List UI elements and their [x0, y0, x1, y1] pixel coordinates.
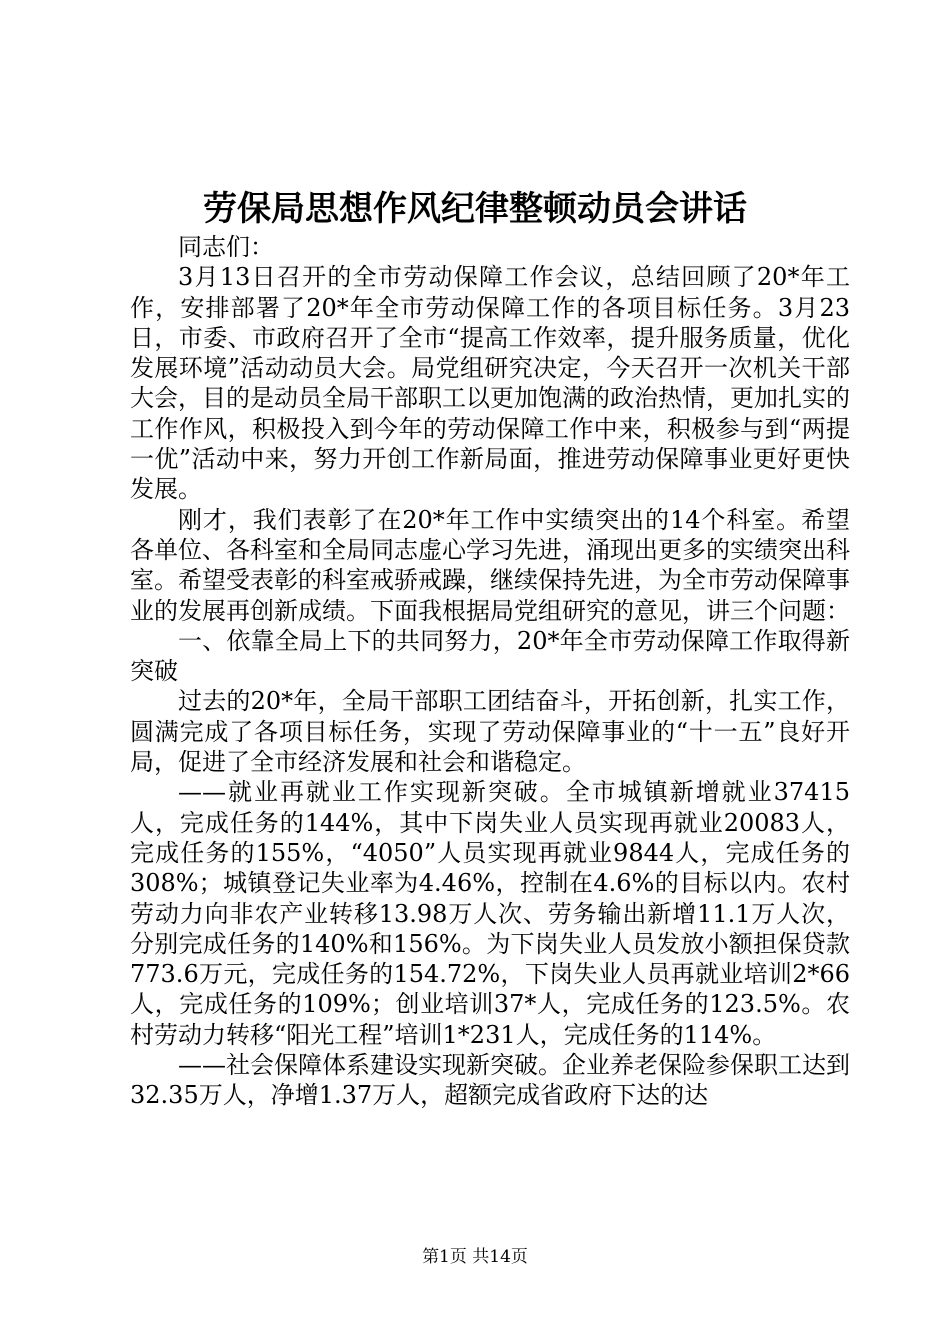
document-body: [130, 232, 850, 1111]
page-footer: 第1页 共14页: [422, 1247, 528, 1267]
paragraph-employment: ——就业再就业工作实现新突破。全市城镇新增就业37415人，完成任务的144%，其中下岗失业人员实现再就业20083人，完成任务的155%，“4050”人员实现再就业9844人，完成任务的308%；城镇登记失业率为4.46%，控制在4.6%的目标以内。农村劳动力向非农产业转移13.98万人次、劳务输出新增11.1万人次，分别完成任务的140%和156%。为下岗失业人员发放小额担保贷款773.6万元，完成任务的154.72%，下岗失业人员再就业培训2*66人，完成任务的109%；创业培训37*人，完成任务的123.5%。农村劳动力转移“阳光工程”培训1*231人，完成任务的114%。: [130, 778, 850, 1049]
paragraph-review: 过去的20*年，全局干部职工团结奋斗，开拓创新，扎实工作，圆满完成了各项目标任务，实现了劳动保障事业的“十一五”良好开局，促进了全市经济发展和社会和谐稳定。: [130, 687, 850, 777]
section-heading: 一、依靠全局上下的共同努力，20*年全市劳动保障工作取得新突破: [130, 626, 850, 686]
document-title: 劳保局思想作风纪律整顿动员会讲话: [203, 189, 747, 229]
paragraph-intro: 3月13日召开的全市劳动保障工作会议，总结回顾了20*年工作，安排部署了20*年全市劳动保障工作的各项目标任务。3月23日，市委、市政府召开了全市“提高工作效率，提升服务质量，优化发展环境”活动动员大会。局党组研究决定，今天召开一次机关干部大会，目的是动员全局干部职工以更加饱满的政治热情，更加扎实的工作作风，积极投入到今年的劳动保障工作中来，积极参与到“两提一优”活动中来，努力开创工作新局面，推进劳动保障事业更好更快发展。: [130, 263, 850, 504]
paragraph-commendation: 刚才，我们表彰了在20*年工作中实绩突出的14个科室。希望各单位、各科室和全局同志虚心学习先进，涌现出更多的实绩突出科室。希望受表彰的科室戒骄戒躁，继续保持先进，为全市劳动保障事业的发展再创新成绩。下面我根据局党组研究的意见，讲三个问题：: [130, 505, 850, 625]
paragraph-social-security: ——社会保障体系建设实现新突破。企业养老保险参保职工达到32.35万人，净增1.37万人，超额完成省政府下达的达: [130, 1051, 850, 1110]
salutation: 同志们：: [178, 233, 274, 261]
